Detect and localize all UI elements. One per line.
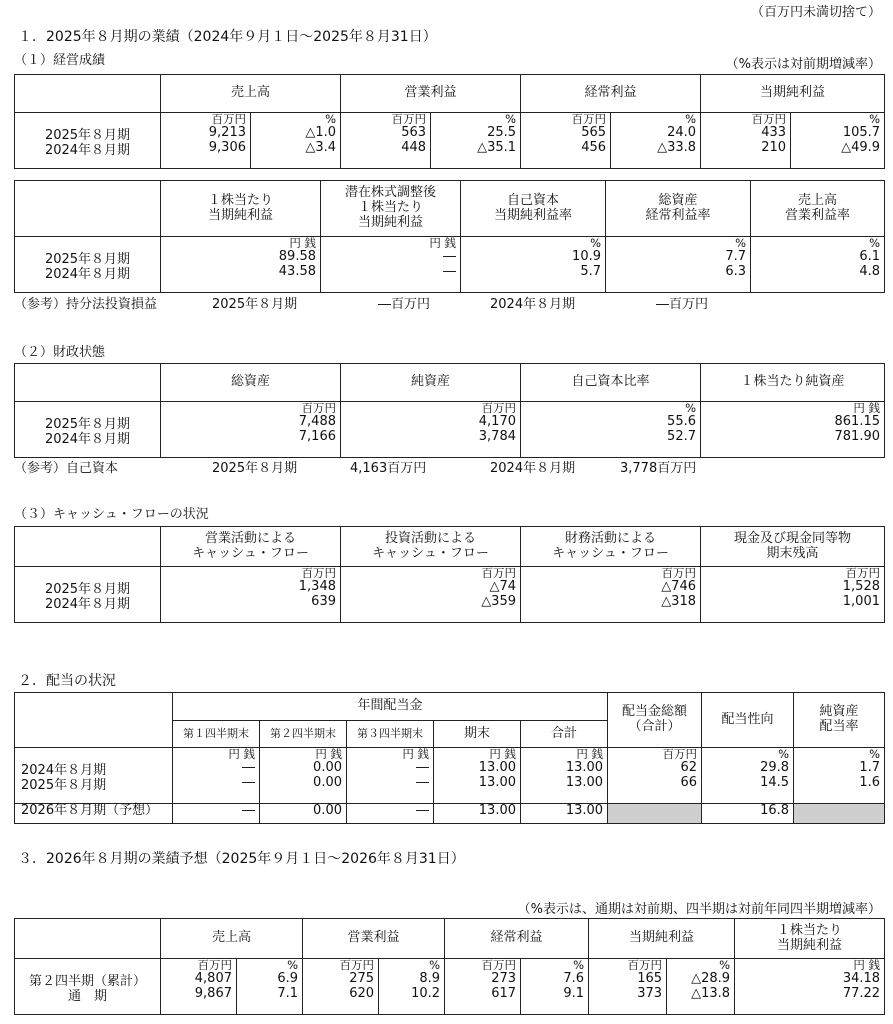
col-header-roa: 総資産 経常利益率 — [606, 181, 751, 237]
results-subtitle: （１）経営成績 — [14, 53, 106, 68]
value-cell: 百万円 1,348 639 — [161, 567, 341, 623]
results-table — [14, 74, 885, 169]
value-cell: 13.00 — [434, 804, 521, 824]
value-cell: % 7.6 9.1 — [521, 959, 589, 1015]
value-cell: 百万円 433 210 — [701, 113, 791, 169]
equity-ref-period-a: 2025年８月期 — [212, 461, 298, 476]
value-cell: 円 銭 ― ― — [321, 237, 461, 293]
corner-cell — [15, 919, 161, 959]
value-cell: % 105.7 △49.9 — [791, 113, 885, 169]
value-cell: 百万円 565 456 — [521, 113, 611, 169]
col-header-roe: 自己資本 当期純利益率 — [461, 181, 606, 237]
row-labels — [15, 567, 161, 623]
value-cell: % △1.0 △3.4 — [251, 113, 341, 169]
value-cell: % 24.0 △33.8 — [611, 113, 701, 169]
col-header-operating-cf: 営業活動による キャッシュ・フロー — [161, 527, 341, 567]
value-cell: 百万円 4,170 3,784 — [341, 402, 521, 458]
row-label: 2024年８月期 — [44, 142, 131, 158]
corner-cell — [15, 181, 161, 237]
value-cell: 円 銭 0.00 0.00 — [260, 748, 347, 804]
value-cell: 円 銭 13.00 13.00 — [434, 748, 521, 804]
corner-cell — [15, 364, 161, 402]
value-cell: % 25.5 △35.1 — [431, 113, 521, 169]
dividends-table — [14, 692, 885, 824]
row-label: 2024年８月期 — [44, 266, 131, 282]
equity-method-ref-value-b: ―百万円 — [656, 297, 709, 312]
shaded-cell — [794, 804, 885, 824]
col-header-q3: 第３四半期末 — [347, 721, 434, 748]
col-header-doe: 純資産 配当率 — [794, 693, 885, 748]
section2-title: ２．配当の状況 — [18, 673, 116, 689]
corner-cell — [15, 693, 173, 748]
value-cell: % 10.9 5.7 — [461, 237, 606, 293]
value-cell: % 29.8 14.5 — [702, 748, 794, 804]
results-note: （%表示は対前期増減率） — [725, 57, 881, 72]
value-cell: 円 銭 34.18 77.22 — [735, 959, 885, 1015]
unit-note: （百万円未満切捨て） — [750, 5, 881, 20]
row-label: 2025年８月期 — [44, 128, 131, 143]
col-header-total-assets: 総資産 — [161, 364, 341, 402]
col-header-net-income: 当期純利益 — [589, 919, 735, 959]
row-labels — [15, 237, 161, 293]
col-header-net-assets: 純資産 — [341, 364, 521, 402]
equity-method-ref-period-a: 2025年８月期 — [212, 297, 298, 312]
value-cell: 円 銭 89.58 43.58 — [161, 237, 321, 293]
shaded-cell — [608, 804, 702, 824]
col-header-total: 合計 — [521, 721, 608, 748]
col-header-q2: 第２四半期末 — [260, 721, 347, 748]
col-header-equity-ratio: 自己資本比率 — [521, 364, 701, 402]
value-cell: 百万円 4,807 9,867 — [161, 959, 237, 1015]
col-header-investing-cf: 投資活動による キャッシュ・フロー — [341, 527, 521, 567]
equity-ref-value-a: 4,163百万円 — [350, 461, 427, 476]
col-header-payout-ratio: 配当性向 — [702, 693, 794, 748]
row-label: 2025年８月期 — [44, 252, 131, 267]
section3-title: ３．2026年８月期の業績予想（2025年９月１日～2026年８月31日） — [18, 851, 465, 867]
row-label: 2025年８月期 — [21, 777, 107, 793]
ratios-table — [14, 180, 885, 293]
value-cell: % 8.9 10.2 — [379, 959, 445, 1015]
equity-method-ref-value-a: ―百万円 — [378, 297, 431, 312]
forecast-note: （%表示は、通期は対前期、四半期は対前年同四半期増減率） — [517, 902, 881, 917]
equity-ref-value-b: 3,778百万円 — [620, 461, 697, 476]
row-labels — [15, 748, 173, 804]
row-label: 2025年８月期 — [44, 417, 131, 432]
col-header-ordinary-income: 経常利益 — [521, 75, 701, 113]
col-header-operating-income: 営業利益 — [303, 919, 445, 959]
value-cell: ― — [347, 804, 434, 824]
value-cell: % 6.9 7.1 — [237, 959, 303, 1015]
col-header-operating-margin: 売上高 営業利益率 — [751, 181, 885, 237]
col-header-eps: １株当たり 当期純利益 — [735, 919, 885, 959]
value-cell: 円 銭 13.00 13.00 — [521, 748, 608, 804]
col-header-operating-income: 営業利益 — [341, 75, 521, 113]
value-cell: 百万円 62 66 — [608, 748, 702, 804]
value-cell: 百万円 563 448 — [341, 113, 431, 169]
value-cell: 百万円 273 617 — [445, 959, 521, 1015]
value-cell: % 7.7 6.3 — [606, 237, 751, 293]
value-cell: % 6.1 4.8 — [751, 237, 885, 293]
value-cell: 16.8 — [702, 804, 794, 824]
equity-ref-period-b: 2024年８月期 — [490, 461, 576, 476]
section1-title: １．2025年８月期の業績（2024年９月１日～2025年８月31日） — [18, 29, 437, 45]
col-header-q1: 第１四半期末 — [173, 721, 260, 748]
row-labels — [15, 113, 161, 169]
value-cell: % 1.7 1.6 — [794, 748, 885, 804]
row-label-forecast: 2026年８月期（予想） — [15, 804, 173, 824]
forecast-table — [14, 918, 885, 1015]
row-label: 2024年８月期 — [44, 596, 131, 612]
col-header-sales: 売上高 — [161, 75, 341, 113]
row-label: 通 期 — [67, 988, 107, 1004]
value-cell: 百万円 9,213 9,306 — [161, 113, 251, 169]
value-cell: 円 銭 ― ― — [173, 748, 260, 804]
equity-method-ref-period-b: 2024年８月期 — [490, 297, 576, 312]
col-header-sales: 売上高 — [161, 919, 303, 959]
col-header-net-income: 当期純利益 — [701, 75, 885, 113]
value-cell: 百万円 275 620 — [303, 959, 379, 1015]
row-label: 2025年８月期 — [44, 582, 131, 597]
col-header-year-end: 期末 — [434, 721, 521, 748]
value-cell: 百万円 165 373 — [589, 959, 667, 1015]
col-header-ordinary-income: 経常利益 — [445, 919, 589, 959]
value-cell: 百万円 △74 △359 — [341, 567, 521, 623]
annual-dividend-header: 年間配当金 — [173, 693, 608, 721]
value-cell: % △28.9 △13.8 — [667, 959, 735, 1015]
row-label: 2024年８月期 — [21, 763, 107, 778]
equity-method-ref-label: （参考）持分法投資損益 — [14, 297, 158, 312]
cash-flow-subtitle: （３）キャッシュ・フローの状況 — [14, 507, 209, 522]
col-header-bps: １株当たり純資産 — [701, 364, 885, 402]
col-header-eps: １株当たり 当期純利益 — [161, 181, 321, 237]
value-cell: 円 銭 ― ― — [347, 748, 434, 804]
row-labels — [15, 959, 161, 1015]
col-header-diluted-eps: 潜在株式調整後 １株当たり 当期純利益 — [321, 181, 461, 237]
row-labels — [15, 402, 161, 458]
value-cell: 百万円 △746 △318 — [521, 567, 701, 623]
row-label: 第２四半期（累計） — [28, 974, 146, 989]
row-label: 2024年８月期 — [44, 431, 131, 447]
financial-position-subtitle: （２）財政状態 — [14, 345, 106, 360]
value-cell: 百万円 1,528 1,001 — [701, 567, 885, 623]
value-cell: ― — [173, 804, 260, 824]
col-header-cash-balance: 現金及び現金同等物 期末残高 — [701, 527, 885, 567]
col-header-financing-cf: 財務活動による キャッシュ・フロー — [521, 527, 701, 567]
corner-cell — [15, 527, 161, 567]
value-cell: % 55.6 52.7 — [521, 402, 701, 458]
cash-flow-table — [14, 526, 885, 623]
col-header-total-dividend: 配当金総額 （合計） — [608, 693, 702, 748]
value-cell: 13.00 — [521, 804, 608, 824]
corner-cell — [15, 75, 161, 113]
value-cell: 円 銭 861.15 781.90 — [701, 402, 885, 458]
value-cell: 0.00 — [260, 804, 347, 824]
equity-ref-label: （参考）自己資本 — [14, 461, 119, 476]
value-cell: 百万円 7,488 7,166 — [161, 402, 341, 458]
financial-position-table — [14, 363, 885, 458]
